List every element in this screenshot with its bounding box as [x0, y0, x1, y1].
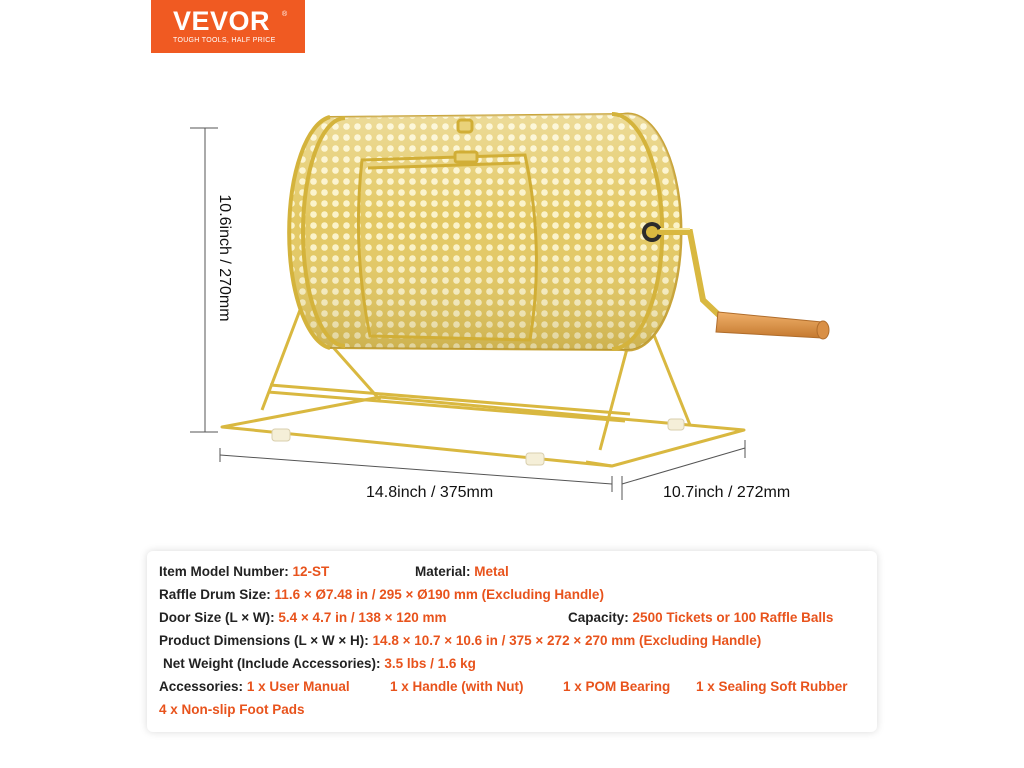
logo-brand: VEVOR: [173, 6, 271, 36]
logo-tagline: TOUGH TOOLS, HALF PRICE: [173, 37, 276, 44]
accessories-label: Accessories:: [159, 679, 244, 694]
capacity-label: Capacity:: [568, 610, 629, 625]
accessory-item: 1 x Handle (with Nut): [390, 679, 524, 694]
spec-capacity: [568, 610, 833, 625]
length-dimension-label: 14.8inch / 375mm: [366, 484, 494, 501]
material-label: Material:: [415, 564, 471, 579]
spec-product-dimensions: [159, 633, 761, 648]
capacity-value: 2500 Tickets or 100 Raffle Balls: [632, 610, 834, 625]
net-weight-label: Net Weight (Include Accessories):: [163, 656, 381, 671]
model-value: 12-ST: [292, 564, 330, 579]
spec-model: [159, 564, 329, 579]
drum-size-label: Raffle Drum Size:: [159, 587, 271, 602]
material-value: Metal: [474, 564, 509, 579]
net-weight-value: 3.5 lbs / 1.6 kg: [384, 656, 476, 671]
logo-registered-mark: ®: [282, 11, 288, 18]
height-dimension-line: [190, 128, 218, 432]
accessory-item: 1 x Sealing Soft Rubber: [696, 679, 848, 694]
spec-accessories: [159, 679, 350, 694]
spec-door-size: [159, 610, 447, 625]
spec-drum-size: [159, 587, 604, 602]
product-dimensions-label: Product Dimensions (L × W × H):: [159, 633, 369, 648]
model-label: Item Model Number:: [159, 564, 289, 579]
width-dimension-label: 10.7inch / 272mm: [663, 484, 791, 501]
foot-pads: [272, 419, 684, 465]
wooden-handle: [716, 312, 829, 339]
door-size-value: 5.4 × 4.7 in / 138 × 120 mm: [278, 610, 447, 625]
door-size-label: Door Size (L × W):: [159, 610, 275, 625]
accessory-item: 4 x Non-slip Foot Pads: [159, 702, 305, 717]
accessory-item: 1 x User Manual: [246, 679, 350, 694]
product-dimensions-value: 14.8 × 10.7 × 10.6 in / 375 × 272 × 270 mm (Excluding Handle): [372, 633, 762, 648]
spec-net-weight: [163, 656, 476, 671]
accessory-item: 1 x POM Bearing: [563, 679, 671, 694]
specifications-panel: [147, 551, 877, 732]
height-dimension-label: 10.6inch / 270mm: [216, 194, 233, 322]
drum-size-value: 11.6 × Ø7.48 in / 295 × Ø190 mm (Excluding Handle): [274, 587, 604, 602]
spec-material: [415, 564, 509, 579]
